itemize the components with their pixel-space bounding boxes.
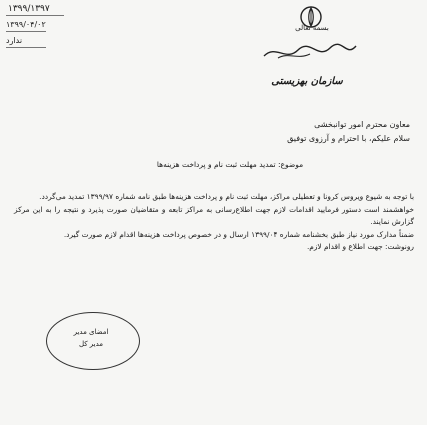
recipient-line-2: سلام علیکم، با احترام و آرزوی توفیق bbox=[287, 134, 410, 143]
letter-number: ۱۳۹۹/۱۳۹۷ bbox=[8, 4, 50, 14]
body-paragraph: ضمناً مدارک مورد نیاز طبق بخشنامه شماره ۱۳۹۹/۰۴ ارسال و در خصوص پرداخت هزینه‌ها اقدام لازم صورت گیرد. bbox=[63, 229, 414, 239]
seal-text: بسمه تعالی bbox=[295, 24, 329, 32]
body-paragraph: خواهشمند است دستور فرمایید اقدامات لازم جهت اطلاع‌رسانی به مراکز تابعه و متقاضیان صورت پذیرد و نتیجه را به این مرکز گزارش نمایند. bbox=[14, 204, 414, 227]
body-paragraph: رونوشت: جهت اطلاع و اقدام لازم. bbox=[306, 242, 414, 252]
divider bbox=[6, 31, 46, 32]
signature-name: امضای مدیر bbox=[73, 328, 109, 336]
divider bbox=[6, 47, 46, 48]
recipient-line-1: معاون محترم امور توانبخشی bbox=[314, 120, 410, 129]
body-paragraph: با توجه به شیوع ویروس کرونا و تعطیلی مراکز، مهلت ثبت نام و پرداخت هزینه‌ها طبق نامه شماره ۱۳۹۹/۹۷ تمدید می‌گردد. bbox=[39, 192, 414, 201]
organization-name: سازمان بهزیستی bbox=[271, 76, 343, 87]
signature-title: مدیر کل bbox=[78, 340, 104, 348]
calligraphy-logo bbox=[258, 38, 362, 64]
letter-body bbox=[14, 191, 414, 254]
letter-subject: موضوع: تمدید مهلت ثبت نام و پرداخت هزینه‌ها bbox=[156, 160, 304, 169]
divider bbox=[6, 15, 64, 16]
letter-attachment: ندارد bbox=[6, 36, 23, 45]
letter-date: ۱۳۹۹/۰۴/۰۲ bbox=[6, 20, 46, 29]
